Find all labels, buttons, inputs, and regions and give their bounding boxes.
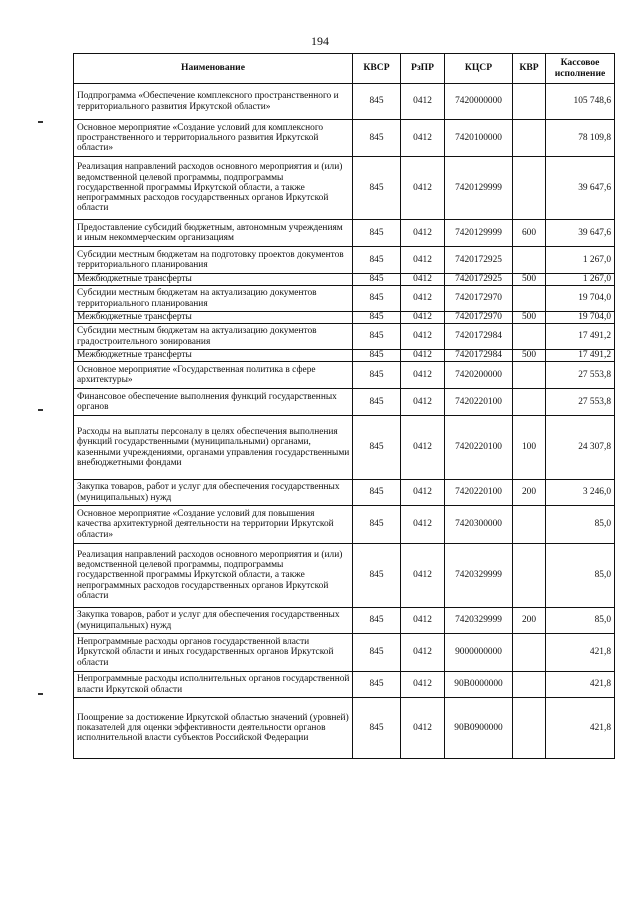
cell-kcsr: 7420172984 bbox=[445, 350, 513, 362]
cell-kvsr: 845 bbox=[353, 698, 401, 759]
cell-kvr bbox=[513, 157, 546, 220]
cell-kvsr: 845 bbox=[353, 157, 401, 220]
header-rzpr: РзПР bbox=[401, 54, 445, 84]
cell-amount: 17 491,2 bbox=[546, 324, 615, 350]
table-row bbox=[74, 312, 615, 324]
cell-amount: 1 267,0 bbox=[546, 247, 615, 274]
cell-kvsr: 845 bbox=[353, 544, 401, 608]
cell-kvr: 100 bbox=[513, 416, 546, 480]
cell-kvsr: 845 bbox=[353, 220, 401, 247]
cell-amount: 85,0 bbox=[546, 506, 615, 544]
cell-rzpr: 0412 bbox=[401, 274, 445, 286]
cell-kvr bbox=[513, 389, 546, 416]
cell-kvsr: 845 bbox=[353, 672, 401, 698]
cell-rzpr: 0412 bbox=[401, 286, 445, 312]
cell-kcsr: 7420129999 bbox=[445, 220, 513, 247]
cell-kvr bbox=[513, 247, 546, 274]
cell-kcsr: 7420172970 bbox=[445, 312, 513, 324]
cell-kvr bbox=[513, 672, 546, 698]
cell-amount: 17 491,2 bbox=[546, 350, 615, 362]
margin-mark bbox=[38, 409, 43, 411]
cell-kvr bbox=[513, 120, 546, 157]
table-row bbox=[74, 350, 615, 362]
cell-rzpr: 0412 bbox=[401, 157, 445, 220]
cell-name: Реализация направлений расходов основного мероприятия и (или) ведомственной целевой программы, подпрограммы государственной программы Иркутской области, а также непрограммных расходов государственных органов Иркутской области bbox=[74, 157, 353, 220]
cell-kvr bbox=[513, 544, 546, 608]
cell-kvsr: 845 bbox=[353, 480, 401, 506]
cell-kvsr: 845 bbox=[353, 416, 401, 480]
cell-rzpr: 0412 bbox=[401, 247, 445, 274]
table-row bbox=[74, 506, 615, 544]
cell-kcsr: 7420329999 bbox=[445, 608, 513, 634]
cell-kvsr: 845 bbox=[353, 350, 401, 362]
cell-kvr: 200 bbox=[513, 608, 546, 634]
table-row bbox=[74, 672, 615, 698]
cell-kvsr: 845 bbox=[353, 389, 401, 416]
cell-kvsr: 845 bbox=[353, 608, 401, 634]
cell-kvr: 500 bbox=[513, 312, 546, 324]
table-row bbox=[74, 608, 615, 634]
header-kvsr: КВСР bbox=[353, 54, 401, 84]
cell-rzpr: 0412 bbox=[401, 84, 445, 120]
table-row bbox=[74, 324, 615, 350]
cell-name: Межбюджетные трансферты bbox=[74, 312, 353, 324]
cell-kvsr: 845 bbox=[353, 274, 401, 286]
cell-rzpr: 0412 bbox=[401, 672, 445, 698]
cell-rzpr: 0412 bbox=[401, 506, 445, 544]
cell-kcsr: 90В0900000 bbox=[445, 698, 513, 759]
cell-name: Основное мероприятие «Создание условий для комплексного пространственного и территориального развития Иркутской области» bbox=[74, 120, 353, 157]
cell-kcsr: 7420000000 bbox=[445, 84, 513, 120]
cell-rzpr: 0412 bbox=[401, 350, 445, 362]
table-row bbox=[74, 698, 615, 759]
table-row bbox=[74, 220, 615, 247]
cell-kcsr: 7420300000 bbox=[445, 506, 513, 544]
cell-name: Межбюджетные трансферты bbox=[74, 350, 353, 362]
cell-kcsr: 7420220100 bbox=[445, 480, 513, 506]
cell-kvsr: 845 bbox=[353, 362, 401, 389]
budget-table bbox=[73, 53, 615, 759]
cell-kvr: 500 bbox=[513, 274, 546, 286]
cell-kcsr: 9000000000 bbox=[445, 634, 513, 672]
cell-amount: 24 307,8 bbox=[546, 416, 615, 480]
table-row bbox=[74, 362, 615, 389]
cell-amount: 27 553,8 bbox=[546, 389, 615, 416]
table-header-row bbox=[74, 54, 615, 84]
cell-kcsr: 7420172984 bbox=[445, 324, 513, 350]
cell-amount: 19 704,0 bbox=[546, 286, 615, 312]
cell-kvr: 200 bbox=[513, 480, 546, 506]
table-row bbox=[74, 634, 615, 672]
cell-rzpr: 0412 bbox=[401, 120, 445, 157]
cell-kvsr: 845 bbox=[353, 506, 401, 544]
cell-kcsr: 7420172925 bbox=[445, 247, 513, 274]
table-body bbox=[74, 84, 615, 759]
cell-rzpr: 0412 bbox=[401, 362, 445, 389]
table-row bbox=[74, 84, 615, 120]
cell-name: Предоставление субсидий бюджетным, автономным учреждениям и иным некоммерческим организациям bbox=[74, 220, 353, 247]
cell-name: Непрограммные расходы органов государственной власти Иркутской области и иных государственных органов Иркутской области bbox=[74, 634, 353, 672]
table-row bbox=[74, 389, 615, 416]
page-number: 194 bbox=[311, 34, 329, 48]
cell-amount: 39 647,6 bbox=[546, 157, 615, 220]
cell-amount: 27 553,8 bbox=[546, 362, 615, 389]
cell-kvr bbox=[513, 362, 546, 389]
cell-kvsr: 845 bbox=[353, 324, 401, 350]
cell-rzpr: 0412 bbox=[401, 608, 445, 634]
header-amount: Кассовое исполнение bbox=[546, 54, 615, 84]
cell-name: Подпрограмма «Обеспечение комплексного пространственного и территориального развития Иркутской области» bbox=[74, 84, 353, 120]
table-row bbox=[74, 480, 615, 506]
cell-kvr bbox=[513, 506, 546, 544]
cell-amount: 78 109,8 bbox=[546, 120, 615, 157]
cell-kvr bbox=[513, 286, 546, 312]
cell-rzpr: 0412 bbox=[401, 416, 445, 480]
cell-amount: 19 704,0 bbox=[546, 312, 615, 324]
cell-kvr bbox=[513, 634, 546, 672]
cell-rzpr: 0412 bbox=[401, 389, 445, 416]
margin-mark bbox=[38, 121, 43, 123]
cell-amount: 421,8 bbox=[546, 698, 615, 759]
table-row bbox=[74, 544, 615, 608]
cell-kvsr: 845 bbox=[353, 312, 401, 324]
table-row bbox=[74, 274, 615, 286]
cell-name: Межбюджетные трансферты bbox=[74, 274, 353, 286]
cell-name: Закупка товаров, работ и услуг для обеспечения государственных (муниципальных) нужд bbox=[74, 608, 353, 634]
cell-kcsr: 7420200000 bbox=[445, 362, 513, 389]
cell-kvr bbox=[513, 698, 546, 759]
cell-kvsr: 845 bbox=[353, 634, 401, 672]
cell-kcsr: 7420100000 bbox=[445, 120, 513, 157]
cell-kcsr: 7420172970 bbox=[445, 286, 513, 312]
header-kcsr: КЦСР bbox=[445, 54, 513, 84]
cell-rzpr: 0412 bbox=[401, 480, 445, 506]
cell-amount: 85,0 bbox=[546, 544, 615, 608]
cell-kcsr: 90В0000000 bbox=[445, 672, 513, 698]
cell-kvsr: 845 bbox=[353, 247, 401, 274]
table-row bbox=[74, 286, 615, 312]
cell-rzpr: 0412 bbox=[401, 544, 445, 608]
header-name: Наименование bbox=[74, 54, 353, 84]
cell-kcsr: 7420172925 bbox=[445, 274, 513, 286]
cell-name: Финансовое обеспечение выполнения функций государственных органов bbox=[74, 389, 353, 416]
cell-kvsr: 845 bbox=[353, 120, 401, 157]
table-row bbox=[74, 247, 615, 274]
table-row bbox=[74, 120, 615, 157]
cell-kvr: 600 bbox=[513, 220, 546, 247]
cell-name: Основное мероприятие «Создание условий для повышения качества архитектурной деятельности на территории Иркутской области» bbox=[74, 506, 353, 544]
table-row bbox=[74, 157, 615, 220]
cell-rzpr: 0412 bbox=[401, 312, 445, 324]
cell-amount: 1 267,0 bbox=[546, 274, 615, 286]
cell-name: Закупка товаров, работ и услуг для обеспечения государственных (муниципальных) нужд bbox=[74, 480, 353, 506]
cell-kcsr: 7420220100 bbox=[445, 416, 513, 480]
table-row bbox=[74, 416, 615, 480]
cell-kvsr: 845 bbox=[353, 84, 401, 120]
cell-kvsr: 845 bbox=[353, 286, 401, 312]
cell-kvr bbox=[513, 324, 546, 350]
cell-amount: 85,0 bbox=[546, 608, 615, 634]
cell-kcsr: 7420129999 bbox=[445, 157, 513, 220]
cell-name: Субсидии местным бюджетам на подготовку проектов документов территориального планирования bbox=[74, 247, 353, 274]
cell-name: Субсидии местным бюджетам на актуализацию документов градостроительного зонирования bbox=[74, 324, 353, 350]
cell-name: Основное мероприятие «Государственная политика в сфере архитектуры» bbox=[74, 362, 353, 389]
cell-name: Расходы на выплаты персоналу в целях обеспечения выполнения функций государственными (муниципальными) органами, казенными учреждениями, органами управления государственными внебюджетными фондами bbox=[74, 416, 353, 480]
cell-kvr bbox=[513, 84, 546, 120]
cell-name: Реализация направлений расходов основного мероприятия и (или) ведомственной целевой программы, подпрограммы государственной программы Иркутской области, а также непрограммных расходов государственных органов Иркутской области bbox=[74, 544, 353, 608]
cell-amount: 39 647,6 bbox=[546, 220, 615, 247]
margin-mark bbox=[38, 693, 43, 695]
cell-rzpr: 0412 bbox=[401, 634, 445, 672]
cell-rzpr: 0412 bbox=[401, 698, 445, 759]
cell-amount: 105 748,6 bbox=[546, 84, 615, 120]
cell-name: Поощрение за достижение Иркутской областью значений (уровней) показателей для оценки эффективности деятельности органов исполнительной власти субъектов Российской Федерации bbox=[74, 698, 353, 759]
cell-amount: 421,8 bbox=[546, 672, 615, 698]
cell-kcsr: 7420220100 bbox=[445, 389, 513, 416]
cell-name: Непрограммные расходы исполнительных органов государственной власти Иркутской области bbox=[74, 672, 353, 698]
cell-rzpr: 0412 bbox=[401, 220, 445, 247]
cell-name: Субсидии местным бюджетам на актуализацию документов территориального планирования bbox=[74, 286, 353, 312]
cell-kvr: 500 bbox=[513, 350, 546, 362]
cell-kcsr: 7420329999 bbox=[445, 544, 513, 608]
header-kvr: КВР bbox=[513, 54, 546, 84]
cell-rzpr: 0412 bbox=[401, 324, 445, 350]
cell-amount: 421,8 bbox=[546, 634, 615, 672]
cell-amount: 3 246,0 bbox=[546, 480, 615, 506]
